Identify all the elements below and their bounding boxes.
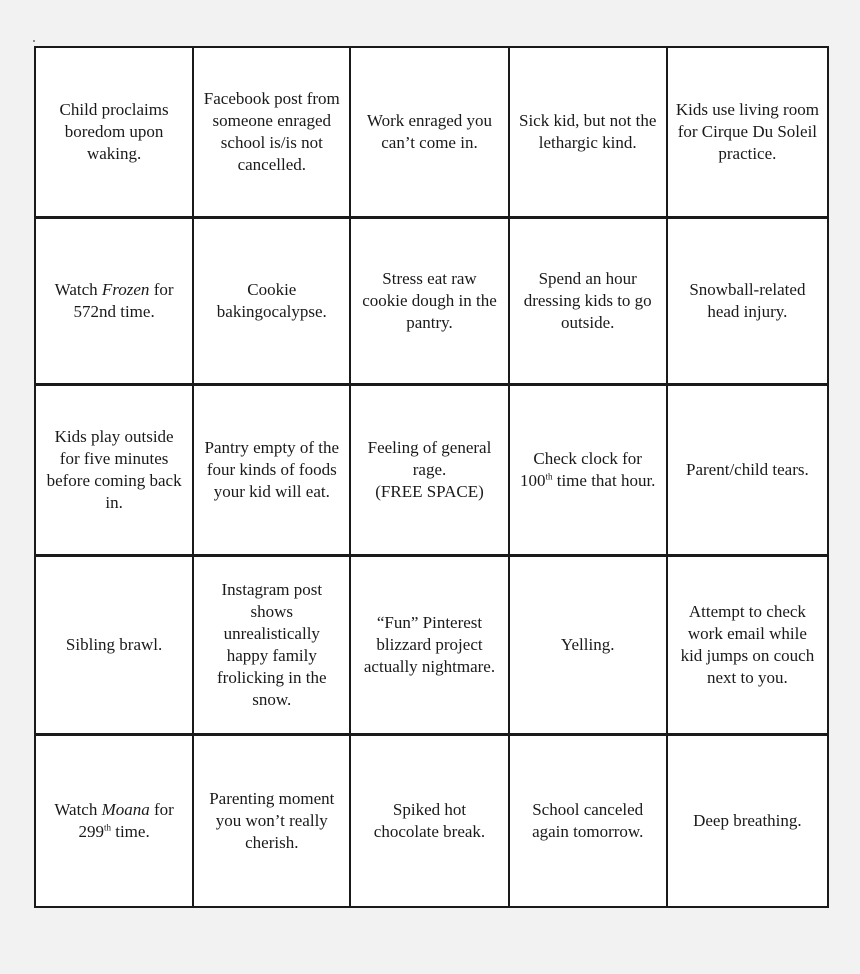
- cell-text-pre: Watch: [54, 799, 102, 819]
- cell-text: Child proclaims boredom upon waking.: [59, 100, 169, 164]
- bingo-cell: [351, 736, 509, 906]
- bingo-cell: [36, 736, 194, 906]
- cell-text: Work enraged you can’t come in.: [366, 111, 493, 153]
- cell-text: [44, 799, 184, 843]
- cell-text: Kids use living room for Cirque Du Soleil practice.: [675, 100, 819, 164]
- cell-text-post2: time.: [110, 821, 150, 841]
- movie-title: Frozen: [101, 280, 150, 300]
- bingo-cell: [510, 48, 668, 219]
- bingo-cell: [194, 219, 351, 386]
- ordinal-suffix: th: [103, 822, 111, 833]
- cell-text: Snowball-related head injury.: [689, 280, 806, 322]
- bingo-cell: [668, 386, 827, 556]
- cell-text: Parenting moment you won’t really cherish.: [209, 788, 335, 852]
- free-space-label: (FREE SPACE): [375, 482, 484, 502]
- bingo-cell: [36, 557, 194, 736]
- cell-text: Pantry empty of the four kinds of foods your kid will eat.: [204, 438, 340, 502]
- cell-text: [518, 448, 658, 492]
- cell-text: [44, 279, 184, 323]
- cell-text-post: time that hour.: [552, 471, 656, 491]
- cell-text: Facebook post from someone enraged school is/is not cancelled.: [203, 89, 340, 175]
- ordinal-suffix: th: [545, 471, 553, 482]
- corner-mark: [33, 40, 35, 42]
- cell-text: Cookie bakingocalypse.: [216, 280, 327, 322]
- bingo-cell: [36, 386, 194, 556]
- cell-text: Yelling.: [560, 634, 615, 654]
- cell-text-line1: Feeling of general rage.: [367, 438, 492, 480]
- movie-title: Moana: [101, 799, 150, 819]
- bingo-cell: [351, 48, 509, 219]
- bingo-cell: [510, 386, 668, 556]
- cell-text: Sibling brawl.: [65, 634, 163, 654]
- cell-text: School canceled again tomorrow.: [532, 799, 644, 841]
- bingo-cell: [194, 48, 351, 219]
- bingo-cell: [510, 219, 668, 386]
- cell-text: “Fun” Pinterest blizzard project actually nightmare.: [363, 612, 496, 676]
- bingo-card: [34, 46, 829, 908]
- bingo-cell: [510, 736, 668, 906]
- bingo-cell: [36, 48, 194, 219]
- bingo-cell: [510, 557, 668, 736]
- bingo-cell: [194, 736, 351, 906]
- cell-text: Attempt to check work email while kid jumps on couch next to you.: [680, 601, 815, 687]
- bingo-cell: [36, 219, 194, 386]
- bingo-cell: [351, 557, 509, 736]
- cell-text: Spiked hot chocolate break.: [373, 799, 486, 841]
- cell-text: Sick kid, but not the lethargic kind.: [518, 111, 657, 153]
- cell-text-post: for 572nd time.: [73, 280, 174, 322]
- cell-text: Kids play outside for five minutes before coming back in.: [46, 427, 182, 513]
- bingo-cell: [351, 219, 509, 386]
- cell-text: Spend an hour dressing kids to go outside.: [523, 269, 652, 333]
- bingo-cell: [194, 386, 351, 556]
- bingo-cell: [668, 219, 827, 386]
- bingo-cell: [668, 736, 827, 906]
- cell-text: Stress eat raw cookie dough in the pantry.: [362, 269, 497, 333]
- cell-text: Parent/child tears.: [686, 460, 809, 480]
- cell-text: Deep breathing.: [693, 810, 802, 830]
- cell-text-pre: Watch: [54, 280, 102, 300]
- cell-text-post: for 299: [78, 799, 174, 841]
- cell-text-pre: Check clock for 100: [519, 449, 642, 491]
- free-space-cell: [351, 386, 509, 556]
- cell-text: [359, 437, 499, 503]
- bingo-cell: [668, 48, 827, 219]
- bingo-cell: [194, 557, 351, 736]
- bingo-cell: [668, 557, 827, 736]
- cell-text: Instagram post shows unrealistically happy family frolicking in the snow.: [217, 579, 327, 709]
